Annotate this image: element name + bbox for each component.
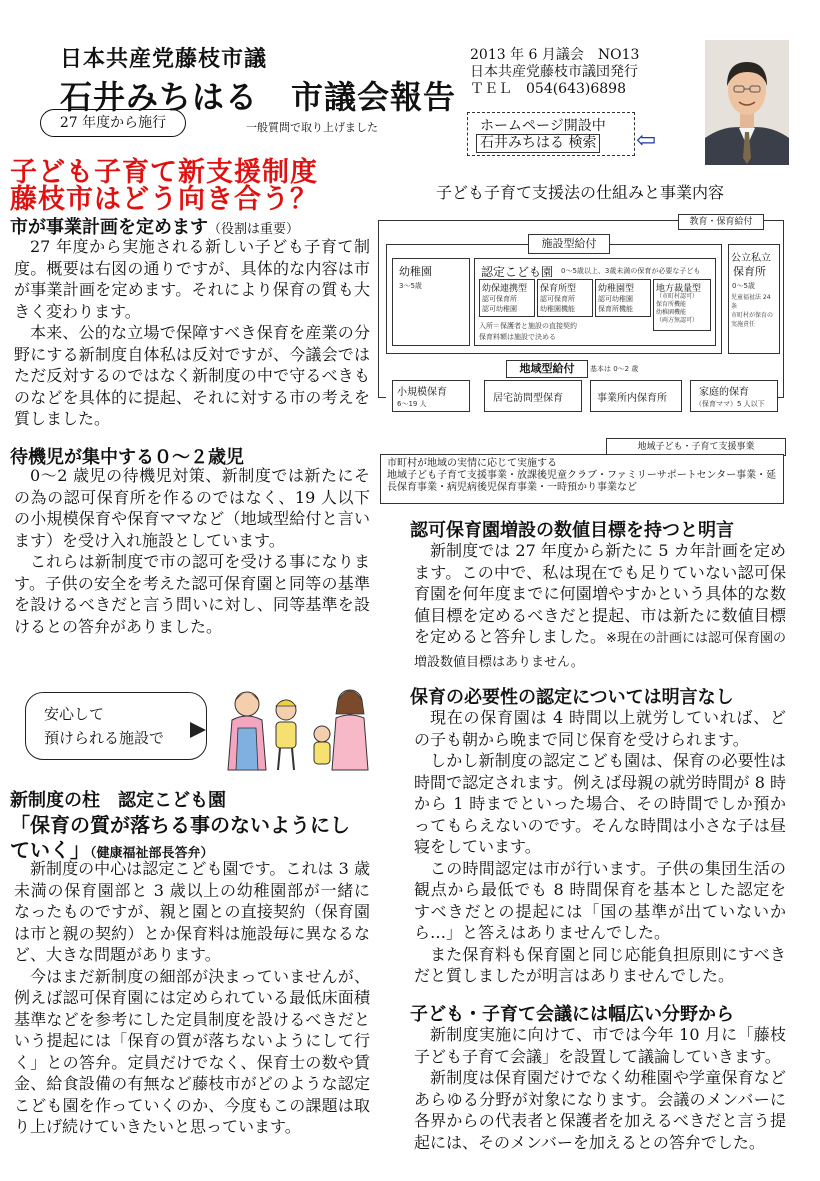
diagram-title: 子ども子育て支援法の仕組みと事業内容	[436, 183, 725, 202]
org-name: 日本共産党藤枝市議	[60, 47, 268, 72]
kodomoen-box	[474, 258, 716, 346]
headline-line-2: 藤枝市はどう向き合う？	[10, 184, 318, 215]
section-title-waiting-children: 待機児が集中する０～２歳児	[10, 447, 244, 468]
section-plan-body	[14, 236, 370, 430]
paragraph: 新制度の中心は認定こども園です。これは 3 歳未満の保育園部と 3 歳以上の幼稚園部が一緒になったものですが、親と園との直接契約（保育園は市と親の契約）とか保育料は施設毎に異なるなど、大きな問題があります。	[14, 859, 370, 964]
section-title-kodomoen: 新制度の柱 認定こども園	[10, 790, 226, 811]
general-question-note: 一般質問で取り上げました	[246, 121, 378, 134]
paragraph: しかし新制度の認定こども園は、保育の必要性は時間で認定されます。例えば母親の就労時間が 8 時から 1 時までといった場合、その時間でしか預かってもらえないのです。そんな時間は小さな子は昼寝をしています。	[414, 751, 786, 856]
homepage-box	[467, 112, 635, 156]
paragraph: 現在の保育園は 4 時間以上就労していれば、どの子も朝から晩まで同じ保育を受けられます。	[414, 708, 786, 749]
homepage-search-label: 石井みちはる 検索	[476, 134, 600, 153]
home-visit-care-label: 居宅訪問型保育	[493, 393, 563, 404]
telephone: ＴＥＬ 054(643)6898	[470, 81, 626, 97]
quote-end-text: ていく」	[10, 838, 90, 862]
contract-note: 入所＝保護者と施設の直接契約	[479, 322, 577, 330]
paragraph-text: 新制度では 27 年度から新たに 5 カ年計画を定めます。この中で、私は現在でも足りていない認可保育園を何年度までに何園増やすかという具体的な数値目標を定めるべきだと提起、市は新たに数値目標を定めると答弁しました。	[414, 541, 786, 646]
small-scale-care-sub: 6～19 人	[397, 400, 427, 408]
workplace-care-box	[590, 380, 682, 412]
paragraph: 本来、公的な立場で保障すべき保育を産業の分野にする新制度自体私は反対ですが、今議会ではただ反対するのではなく新制度の中で守るべきものなどを具体的に提起、それに対する市の考えを質しました。	[14, 323, 370, 428]
home-care-sub: （保育ママ）5 人以下	[695, 400, 765, 408]
headline-line-1: 子ども子育て新支援制度	[10, 157, 318, 188]
regional-support-text: 市町村が地域の実情に応じて実施する 地域子ども子育て支援事業・放課後児童クラブ・ファミリーサポートセンター事業・延長保育事業・病児病後児保育事業・一時預かり事業など	[387, 458, 777, 493]
paragraph: これらは新制度で市の認可を受ける事になります。子供の安全を考えた認可保育園と同等の基準を設けるべきだと言う問いに対し、同等基準を設けるとの答弁がありました。	[14, 552, 370, 636]
section-numeric-target-body	[414, 540, 786, 673]
issue-number: 2013 年 6 月議会 NO13	[470, 47, 640, 63]
paragraph: 新制度実施に向けて、市では今年 10 月に「藤枝子ども子育て会議」を設置して議論していきます。	[414, 1025, 786, 1066]
kodomoen-type-3-label: 幼稚園型	[598, 284, 635, 294]
regional-age: 基本は 0～2 歳	[590, 365, 639, 373]
regional-support-box	[380, 454, 784, 504]
kodomoen-type-1-label: 幼保連携型	[482, 284, 528, 294]
speech-bubble-tail	[190, 722, 206, 738]
nursery-note: 児童福祉法 24 条 市町村が保育の実施責任	[731, 294, 774, 328]
paragraph: 0～2 歳児の待機児対策、新制度では新たにその為の認可保育所を作るのではなく、19 人以下の小規模保育や保育ママなど（地域型給付と言います）を受け入れ施設としています。	[14, 466, 370, 550]
issue-info	[470, 47, 639, 98]
section-council-body	[414, 1024, 786, 1153]
home-care-box	[690, 380, 778, 412]
section-title-council: 子ども・子育て会議には幅広い分野から	[410, 1004, 734, 1025]
kodomoen-label: 認定こども園	[481, 265, 554, 279]
arrow-left-icon: ⇦	[636, 126, 657, 154]
section-title-numeric-target: 認可保育園増設の数値目標を持つと明言	[410, 520, 734, 541]
kodomoen-type-4-label: 地方裁量型	[656, 284, 702, 294]
speech-bubble	[25, 692, 207, 760]
bubble-line-1: 安心して	[44, 705, 105, 723]
kodomoen-type-1-sub: 認可保育所 認可幼稚園	[482, 295, 517, 313]
paragraph: この時間認定は市が行います。子供の集団生活の観点から最低でも 8 時間保育を基本とした認定をすべきだとの提起には「国の基準が出ていないから…」と答えはありませんでした。	[414, 858, 786, 942]
kindergarten-label: 幼稚園	[399, 265, 432, 278]
section-kodomoen-body	[14, 858, 370, 1138]
section-title-plan-text: 市が事業計画を定めます	[10, 217, 208, 238]
home-visit-care-box	[484, 380, 582, 412]
regional-support-label: 地域子ども・子育て支援事業	[606, 438, 786, 456]
support-system-diagram	[378, 214, 784, 504]
quote-speaker: （健康福祉部長答弁）	[90, 846, 214, 861]
public-private-label: 公立私立	[731, 253, 771, 264]
kodomoen-type-3	[595, 279, 651, 317]
family-illustration	[212, 684, 380, 776]
paragraph: また保育料も保育園と同じ応能負担原則にすべきだと質しましたが明言はありませんでした。	[414, 944, 786, 985]
kodomoen-type-2	[537, 279, 593, 317]
kodomoen-type-2-sub: 認可保育所 幼稚園機能	[540, 295, 575, 313]
section-title-necessity: 保育の必要性の認定については明言なし	[410, 687, 734, 708]
paragraph-note: ※現在の計画には認可保育園の増設数値目標はありません。	[414, 631, 786, 670]
regional-benefit-label: 地域型給付	[506, 360, 588, 378]
paragraph: 今はまだ新制度の細部が決まっていませんが、例えば認可保育園には定められている最低床面積基準などを参考にした定員制度を設けるべきだという提起には「保育の質が落ちないようにして行く」との答弁。定員だけでなく、保育士の数や賃金、給食設備の有無など藤枝市がどのような認定こども園を作っていくのか、今度もこの課題は取り上げ続けていきたいと思っています。	[14, 966, 370, 1136]
nursery-box	[728, 244, 780, 354]
section-waiting-body	[14, 465, 370, 637]
facility-benefit-label: 施設型給付	[528, 234, 610, 254]
kindergarten-box	[392, 258, 470, 346]
kodomoen-note: 0～5歳以上、3歳未満の保育が必要な子ども	[561, 267, 701, 275]
kodomoen-type-3-sub: 認可幼稚園 保育所機能	[598, 295, 633, 313]
section-necessity-body	[414, 707, 786, 987]
kodomoen-type-2-label: 保育所型	[540, 284, 577, 294]
paragraph: 新制度は保育園だけでなく幼稚園や学童保育などあらゆる分野が対象になります。会議のメンバーに各界からの代表者と保護者を加えるべきだと言う提起には、そのメンバーを加えるとの答弁でした。	[414, 1068, 786, 1152]
section-title-quality-quote: 「保育の質が落ちる事のないようにし	[10, 813, 350, 837]
bubble-line-2: 預けられる施設で	[44, 729, 165, 747]
homepage-label: ホームページ開設中	[480, 118, 606, 134]
small-scale-care-label: 小規模保育	[397, 387, 447, 398]
portrait-photo	[705, 40, 789, 165]
kodomoen-type-4-sub: （市町村認可） 保育所機能 幼稚園機能 （両方無認可）	[656, 293, 699, 324]
newsletter-title: 石井みちはる 市議会報告	[60, 78, 457, 116]
paragraph	[414, 540, 786, 673]
kindergarten-age: 3～5歳	[399, 282, 422, 290]
fee-note: 保育料額は施設で決める	[479, 333, 556, 341]
nursery-age: 0～5歳	[732, 282, 755, 290]
workplace-care-label: 事業所内保育所	[597, 393, 667, 404]
publisher: 日本共産党藤枝市議団発行	[470, 64, 638, 80]
kodomoen-type-4	[653, 279, 711, 331]
home-care-label: 家庭的保育	[699, 387, 749, 398]
enforced-from-badge: 27 年度から施行	[40, 109, 186, 137]
small-scale-care-box	[392, 380, 470, 412]
nursery-label: 保育所	[733, 265, 766, 278]
education-care-benefit-label: 教育・保育給付	[678, 214, 764, 230]
section-title-plan-sub: （役割は重要）	[208, 222, 300, 237]
kodomoen-type-1	[479, 279, 535, 317]
paragraph: 27 年度から実施される新しい子ども子育て制度。概要は右図の通りですが、具体的な内容は市が事業計画を定めます。それにより保育の質も大きく変わります。	[14, 237, 370, 321]
